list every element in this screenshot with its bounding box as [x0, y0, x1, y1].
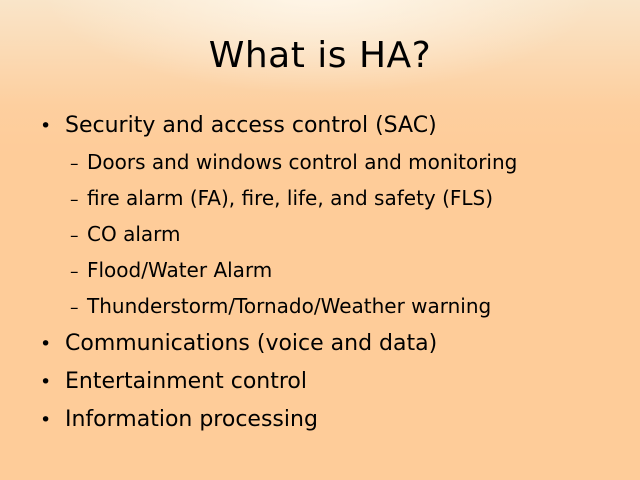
- bullet-dot-icon: •: [40, 333, 52, 355]
- bullet-item: [40, 363, 610, 401]
- bullet-dot-icon: •: [40, 409, 52, 431]
- bullet-dash-icon: –: [70, 262, 79, 282]
- bullet-text: Information processing: [65, 407, 318, 432]
- bullet-item: [40, 401, 610, 439]
- bullet-text: Flood/Water Alarm: [87, 258, 273, 282]
- bullet-dot-icon: •: [40, 115, 52, 137]
- bullet-item: [40, 325, 610, 363]
- bullet-item: [40, 217, 610, 253]
- bullet-text: Security and access control (SAC): [65, 113, 437, 138]
- bullet-item: [40, 181, 610, 217]
- slide-title: What is HA?: [208, 35, 432, 76]
- bullet-text: Communications (voice and data): [65, 331, 438, 356]
- bullet-dash-icon: –: [70, 298, 79, 318]
- bullet-item: [40, 145, 610, 181]
- bullet-dash-icon: –: [70, 190, 79, 210]
- bullet-text: fire alarm (FA), fire, life, and safety (FLS): [87, 186, 494, 210]
- bullet-dot-icon: •: [40, 371, 52, 393]
- slide-body: [40, 107, 610, 439]
- bullet-dash-icon: –: [70, 226, 79, 246]
- bullet-dash-icon: –: [70, 154, 79, 174]
- bullet-text: Thunderstorm/Tornado/Weather warning: [87, 294, 492, 318]
- bullet-text: Doors and windows control and monitoring: [87, 150, 518, 174]
- bullet-item: [40, 107, 610, 145]
- bullet-text: CO alarm: [87, 222, 181, 246]
- bullet-text: Entertainment control: [65, 369, 307, 394]
- bullet-item: [40, 289, 610, 325]
- bullet-item: [40, 253, 610, 289]
